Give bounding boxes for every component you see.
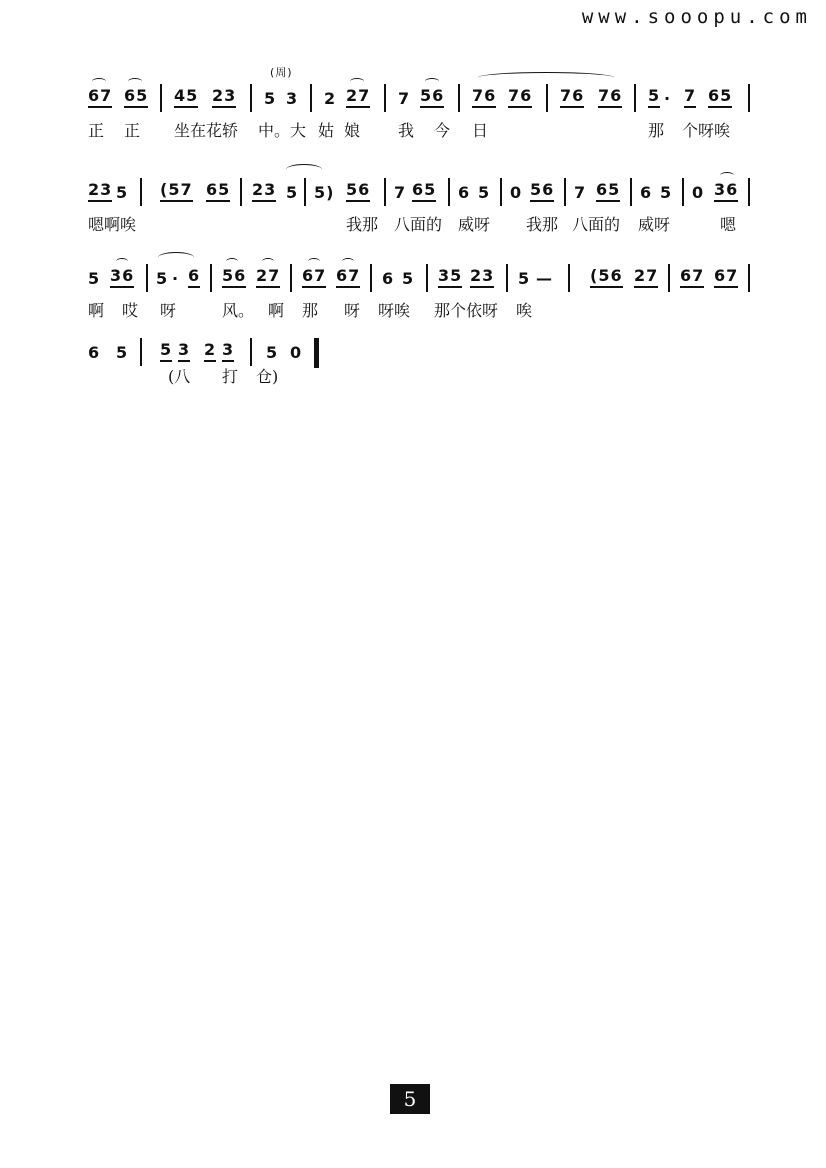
note: 23 xyxy=(252,180,276,202)
lyric: 我那 xyxy=(346,215,379,234)
note: 65 xyxy=(206,180,230,202)
note: 5 xyxy=(116,183,129,202)
lyric: 个呀唉 xyxy=(682,121,731,140)
notes-line xyxy=(0,176,826,208)
note: (57 xyxy=(160,180,193,202)
lyric: 姑 xyxy=(318,121,335,140)
lyrics-line xyxy=(0,118,826,142)
lyric: 正 xyxy=(88,121,105,140)
note: 27 xyxy=(256,266,280,288)
page-number: 5 xyxy=(390,1084,430,1114)
note: 67 xyxy=(680,266,704,288)
lyrics-line xyxy=(0,212,826,236)
note: · xyxy=(172,269,180,288)
note: 23 xyxy=(470,266,494,288)
note: 35 xyxy=(438,266,462,288)
note: 5 xyxy=(648,86,660,108)
note: 23 xyxy=(88,180,112,202)
site-watermark: www.sooopu.com xyxy=(581,6,812,28)
lyric: 那个依呀 xyxy=(434,301,499,320)
note: 67 xyxy=(336,266,360,288)
lyrics-line xyxy=(0,298,826,322)
lyric: 哎 xyxy=(122,301,139,320)
lyric: 嗯 xyxy=(720,215,737,234)
note: 27 xyxy=(346,86,370,108)
note: 5 xyxy=(660,183,673,202)
lyrics-line xyxy=(0,364,826,388)
note: 2 xyxy=(324,89,337,108)
lyric: 我那 xyxy=(526,215,559,234)
note: 3 xyxy=(286,89,299,108)
note: 5 xyxy=(518,269,531,288)
lyric: 今 xyxy=(434,121,451,140)
lyric: 风。 xyxy=(222,301,255,320)
notes-line xyxy=(0,262,826,294)
note: 7 xyxy=(398,89,411,108)
note: 7 xyxy=(684,86,696,108)
lyric: (八 xyxy=(168,367,191,386)
lyric: 我 xyxy=(398,121,415,140)
note: 65 xyxy=(124,86,148,108)
note: 27 xyxy=(634,266,658,288)
note: 6 xyxy=(640,183,653,202)
note: 0 xyxy=(290,343,303,362)
lyric: 那 xyxy=(648,121,665,140)
lyric: 正 xyxy=(124,121,141,140)
note: 3 xyxy=(178,340,190,362)
lyric: 娘 xyxy=(344,121,361,140)
note: 56 xyxy=(530,180,554,202)
note: 5) xyxy=(314,183,335,202)
lyric: 坐在花轿 xyxy=(174,121,239,140)
note: 56 xyxy=(222,266,246,288)
note: (56 xyxy=(590,266,623,288)
lyric: 威呀 xyxy=(458,215,491,234)
note: 5 xyxy=(88,269,101,288)
note: 5 xyxy=(116,343,129,362)
lyric: 仓) xyxy=(256,367,279,386)
note: 5 xyxy=(156,269,169,288)
notes-line xyxy=(0,66,826,114)
note: 5 xyxy=(160,340,172,362)
note: 76 xyxy=(598,86,622,108)
note: 6 xyxy=(188,266,200,288)
note: 76 xyxy=(472,86,496,108)
note-annotation: (周) xyxy=(270,66,293,79)
note: 67 xyxy=(714,266,738,288)
lyric: 唉 xyxy=(516,301,533,320)
note: 2 xyxy=(204,340,216,362)
note: 65 xyxy=(596,180,620,202)
note: 76 xyxy=(508,86,532,108)
note: 6 xyxy=(458,183,471,202)
lyric: 呀 xyxy=(160,301,177,320)
lyric: 呀唉 xyxy=(378,301,411,320)
lyric: 八面的 xyxy=(572,215,621,234)
lyric: 呀 xyxy=(344,301,361,320)
note: 3 xyxy=(222,340,234,362)
note: 0 xyxy=(510,183,523,202)
note: 65 xyxy=(708,86,732,108)
note: 45 xyxy=(174,86,198,108)
note: 36 xyxy=(110,266,134,288)
lyric: 啊 xyxy=(88,301,105,320)
note: 5 xyxy=(264,89,277,108)
note: 6 xyxy=(88,343,101,362)
note: 56 xyxy=(346,180,370,202)
lyric: 打 xyxy=(222,367,239,386)
note: 6 xyxy=(382,269,395,288)
note: 5 xyxy=(402,269,415,288)
lyric: 八面的 xyxy=(394,215,443,234)
lyric: 威呀 xyxy=(638,215,671,234)
note: 56 xyxy=(420,86,444,108)
note: 23 xyxy=(212,86,236,108)
note: 0 xyxy=(692,183,705,202)
note: 5 xyxy=(266,343,279,362)
note: 67 xyxy=(302,266,326,288)
lyric: 日 xyxy=(472,121,489,140)
note: · xyxy=(664,89,672,108)
lyric: 中。大 xyxy=(258,121,307,140)
note: 65 xyxy=(412,180,436,202)
note: 67 xyxy=(88,86,112,108)
note: 36 xyxy=(714,180,738,202)
note: 7 xyxy=(574,183,587,202)
note: — xyxy=(536,269,553,288)
lyric: 啊 xyxy=(268,301,285,320)
lyric: 那 xyxy=(302,301,319,320)
note: 76 xyxy=(560,86,584,108)
note: 5 xyxy=(478,183,491,202)
note: 7 xyxy=(394,183,407,202)
lyric: 嗯啊唉 xyxy=(88,215,137,234)
note: 5 xyxy=(286,183,299,202)
